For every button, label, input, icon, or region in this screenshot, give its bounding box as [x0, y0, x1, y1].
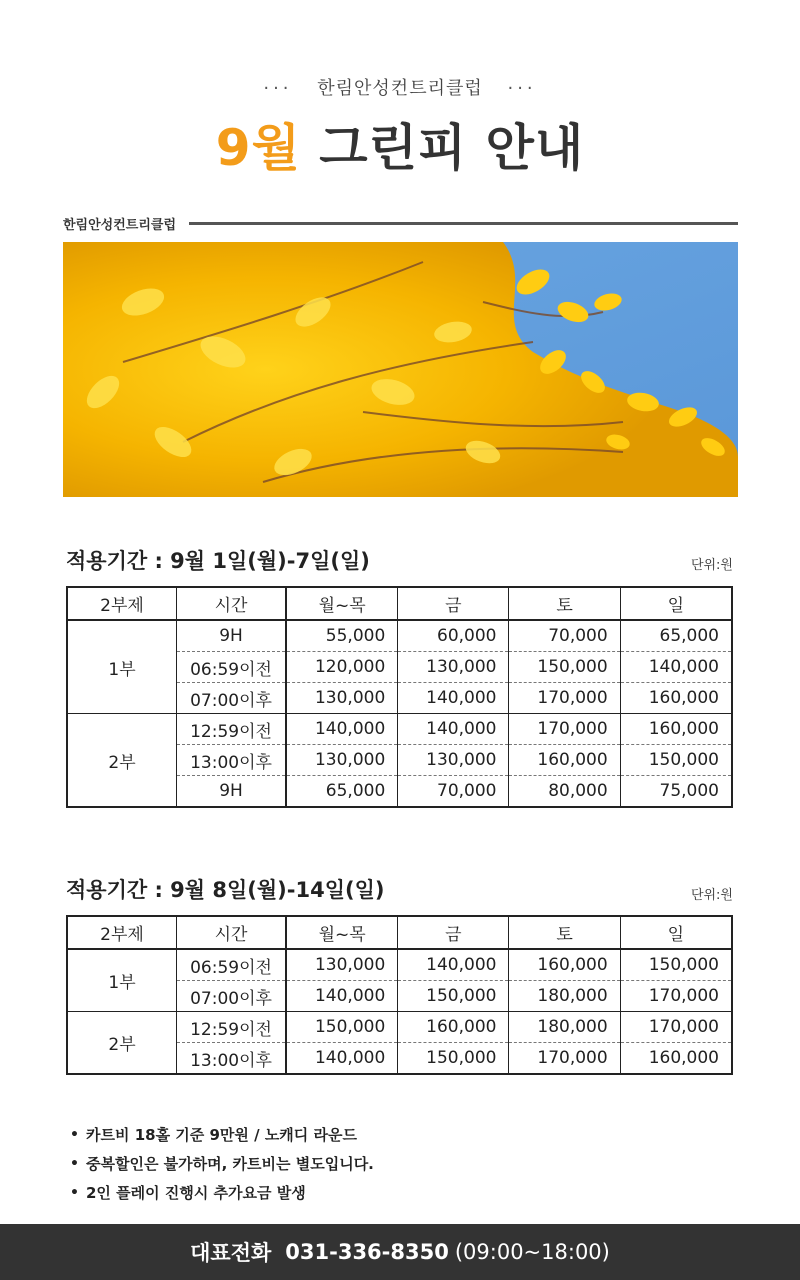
header-cell: 일	[620, 916, 732, 949]
price-cell: 140,000	[620, 652, 732, 683]
ginkgo-illustration	[63, 242, 738, 497]
price-cell: 120,000	[286, 652, 398, 683]
section-1-unit: 단위:원	[690, 558, 733, 573]
part-cell: 1부	[67, 620, 177, 714]
price-cell: 170,000	[509, 714, 620, 745]
title-rest: 그린피 안내	[319, 119, 585, 177]
table-row	[67, 714, 732, 745]
time-cell: 12:59이전	[177, 1012, 287, 1043]
header-cell: 월~목	[286, 916, 398, 949]
price-cell: 75,000	[620, 776, 732, 808]
club-subtitle	[0, 74, 800, 100]
price-cell: 160,000	[620, 1043, 732, 1075]
price-cell: 150,000	[620, 949, 732, 981]
bullet-icon: •	[70, 1126, 79, 1143]
price-cell: 80,000	[509, 776, 620, 808]
time-cell: 07:00이후	[177, 981, 287, 1012]
header-cell: 시간	[177, 587, 287, 620]
header-cell: 월~목	[286, 587, 398, 620]
time-cell: 06:59이전	[177, 652, 287, 683]
price-cell: 130,000	[286, 745, 398, 776]
price-cell: 180,000	[509, 1012, 620, 1043]
table-header-row	[67, 587, 732, 620]
price-cell: 65,000	[620, 620, 732, 652]
header-cell: 시간	[177, 916, 287, 949]
price-cell: 140,000	[398, 714, 509, 745]
header-cell: 금	[398, 916, 509, 949]
price-cell: 170,000	[509, 1043, 620, 1075]
table-row	[67, 949, 732, 981]
bullet-icon: •	[70, 1184, 79, 1201]
price-cell: 170,000	[620, 981, 732, 1012]
price-cell: 160,000	[509, 949, 620, 981]
part-cell: 2부	[67, 714, 177, 808]
price-cell: 160,000	[398, 1012, 509, 1043]
note-text: 2인 플레이 진행시 추가요금 발생	[86, 1184, 306, 1202]
price-cell: 170,000	[509, 683, 620, 714]
time-cell: 13:00이후	[177, 745, 287, 776]
time-cell: 9H	[177, 776, 287, 808]
price-cell: 150,000	[509, 652, 620, 683]
price-cell: 150,000	[620, 745, 732, 776]
header-cell: 토	[509, 587, 620, 620]
price-cell: 160,000	[620, 683, 732, 714]
title-month: 9월	[215, 119, 301, 177]
price-cell: 70,000	[398, 776, 509, 808]
price-cell: 150,000	[398, 981, 509, 1012]
price-cell: 150,000	[398, 1043, 509, 1075]
section-2-title: 적용기간 : 9월 8일(월)-14일(일)	[66, 878, 385, 902]
part-cell: 1부	[67, 949, 177, 1012]
note-text: 중복할인은 불가하며, 카트비는 별도입니다.	[86, 1155, 374, 1173]
ginkgo-banner-image	[63, 242, 738, 497]
header-cell: 일	[620, 587, 732, 620]
note-item	[70, 1120, 374, 1149]
header-cell: 2부제	[67, 916, 177, 949]
price-cell: 150,000	[286, 1012, 398, 1043]
price-cell: 70,000	[509, 620, 620, 652]
time-cell: 07:00이후	[177, 683, 287, 714]
time-cell: 13:00이후	[177, 1043, 287, 1075]
price-cell: 140,000	[286, 1043, 398, 1075]
bullet-icon: •	[70, 1155, 79, 1172]
price-cell: 180,000	[509, 981, 620, 1012]
header-cell: 2부제	[67, 587, 177, 620]
price-cell: 160,000	[620, 714, 732, 745]
price-cell: 160,000	[509, 745, 620, 776]
header-cell: 토	[509, 916, 620, 949]
club-label: 한림안성컨트리클럽	[63, 218, 177, 233]
club-label-row	[63, 214, 738, 234]
note-text: 카트비 18홀 기준 9만원 / 노캐디 라운드	[86, 1126, 357, 1144]
price-cell: 60,000	[398, 620, 509, 652]
phone-label: 대표전화	[190, 1241, 272, 1265]
time-cell: 06:59이전	[177, 949, 287, 981]
table-row	[67, 620, 732, 652]
price-cell: 130,000	[286, 683, 398, 714]
club-name: 한림안성컨트리클럽	[317, 78, 483, 99]
price-cell: 65,000	[286, 776, 398, 808]
fee-table-1	[66, 586, 733, 808]
price-cell: 130,000	[398, 652, 509, 683]
time-cell: 9H	[177, 620, 287, 652]
price-cell: 130,000	[398, 745, 509, 776]
price-cell: 140,000	[286, 981, 398, 1012]
part-cell: 2부	[67, 1012, 177, 1075]
table-header-row	[67, 916, 732, 949]
contact-footer	[0, 1224, 800, 1280]
divider-line	[189, 222, 738, 225]
fee-table-2	[66, 915, 733, 1075]
phone-number[interactable]: 031-336-8350	[285, 1240, 449, 1264]
business-hours: (09:00~18:00)	[454, 1240, 610, 1264]
note-item	[70, 1178, 374, 1207]
header-cell: 금	[398, 587, 509, 620]
price-cell: 55,000	[286, 620, 398, 652]
price-cell: 130,000	[286, 949, 398, 981]
notes-list	[70, 1120, 374, 1207]
price-cell: 170,000	[620, 1012, 732, 1043]
note-item	[70, 1149, 374, 1178]
dots-left: ···	[263, 78, 293, 99]
section-2-unit: 단위:원	[690, 888, 733, 903]
page-title	[0, 108, 800, 180]
table-row	[67, 1012, 732, 1043]
section-1-title: 적용기간 : 9월 1일(월)-7일(일)	[66, 549, 370, 573]
dots-right: ···	[507, 78, 537, 99]
price-cell: 140,000	[286, 714, 398, 745]
price-cell: 140,000	[398, 949, 509, 981]
price-cell: 140,000	[398, 683, 509, 714]
time-cell: 12:59이전	[177, 714, 287, 745]
